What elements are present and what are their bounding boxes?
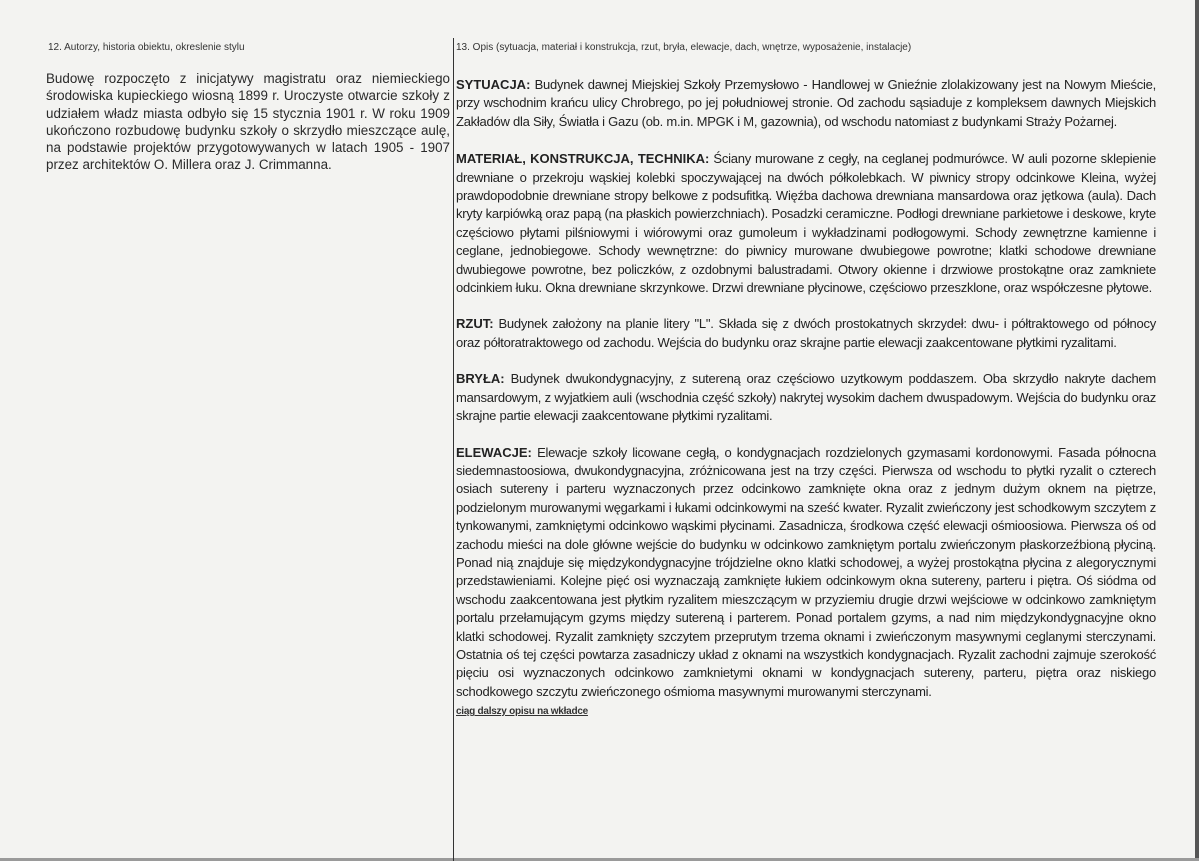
paragraph-text: Budynek dwukondygnacyjny, z sutereną oraz częściowo uzytkowym poddaszem. Oba skrzydło nakryte dachem mansardowym, z wyjatkiem auli (wschodnia część szkoły) nakrytej wysokim dachem dwuspadowym. Wejścia do budynku oraz skrajne partie elewacji zaakcentowane płytkimi ryzalitami. [456, 371, 1156, 424]
paragraph-label: SYTUACJA: [456, 77, 531, 92]
paragraph-text: Elewacje szkoły licowane cegłą, o kondygnacjach rozdzielonych gzymasami kordonowymi. Fasada północna siedemnastoosiowa, dwukondygnacyjna, zróżnicowana jest na trzy części. Pierwsza od wschodu to płytki ryzalit o czterech osiach sutereny i parteru wyznaczonych przez odcinkowo zamknięte okna oraz z jednym dużym oknem na piętrze, podzielonym murowanymi węgarkami i łukami odcinkowymi na sześć kwater. Ryzalit zwieńczony jest schodkowym szczytem z tynkowanymi, zamkniętymi odcinkowo wąskimi płycinami. Zasadnicza, środkowa część elewacji ośmioosiowa. Pierwsza oś od zachodu mieści na dole główne wejście do budynku w odcinkowo zamkniętym portalu zwieńczonym płaskorzeźbioną płyciną. Ponad nią znajduje się międzykondygnacyjne trójdzielne okno klatki schodowej, a wyżej prostokątna płycina z alegorycznymi przedstawieniami. Kolejne pięć osi wyznaczają zamknięte łukiem odcinkowym okna sutereny, parteru i piętra. Oś siódma od wschodu zaakcentowana jest płytkim ryzalitem mieszczącym w przyziemiu drugie drzwi wejściowe w odcinkowo zamkniętym portalu przełamującym gzyms między sutereną i parterem. Ponad portalem gzyms, a nad nim międzykondygnacyjne okno klatki schodowej. Ryzalit zamknięty szczytem przeprutym trzema oknami i zwieńczonym masywnymi ceglanymi sterczynami. Ostatnia oś tej części powtarza zasadniczy układ z oknami na wszystkich kondygnacjach. Ryzalit zachodni zajmuje szerokość pięciu osi wyznaczonych odcinkowo zamknietymi oknami w kondygnacjach sutereny, parteru, piętra oraz niskiego schodkowego szczytu zwieńczonego ośmioma masywnymi murowanymi sterczynami. [456, 444, 1156, 699]
paragraph-sytuacja [456, 76, 1156, 131]
paragraph-text: Budynek założony na planie litery "L". Składa się z dwóch prostokatnych skrzydeł: dwu- i półtraktowego od północy oraz półtoratraktowego od zachodu. Wejścia do budynku oraz skrajne partie elewacji zaakcentowane płytkimi ryzalitami. [456, 316, 1156, 350]
paragraph-label: ELEWACJE: [456, 444, 532, 460]
paragraph-label: MATERIAŁ, KONSTRUKCJA, TECHNIKA: [456, 151, 710, 167]
section-12-header: 12. Autorzy, historia obiektu, okreslenie stylu [48, 42, 245, 53]
paragraph-elewacje [456, 444, 1156, 702]
continuation-link[interactable]: ciąg dalszy opisu na wkładce [456, 706, 588, 718]
history-text: Budowę rozpoczęto z inicjatywy magistratu oraz niemieckiego środowiska kupieckiego wiosną 1899 r. Uroczyste otwarcie szkoły z udziałem władz miasta odbyło się 15 stycznia 1901 r. W roku 1909 ukończono rozbudowę budynku szkoły o skrzydło mieszczące aulę, na podstawie projektów przygotowywanych w latach 1905 - 1907 przez architektów O. Millera oraz J. Crimmanna. [46, 71, 450, 173]
description-column [456, 70, 1156, 722]
page-edge-right [1195, 0, 1199, 861]
column-divider [453, 38, 454, 861]
paragraph-label: BRYŁA: [456, 371, 505, 387]
paragraph-bryla [456, 370, 1156, 425]
paragraph-rzut [456, 315, 1156, 352]
paragraph-label: RZUT: [456, 316, 494, 332]
paragraph-material [456, 150, 1156, 297]
section-13-header: 13. Opis (sytuacja, materiał i konstrukcja, rzut, bryła, elewacje, dach, wnętrze, wyposażenie, instalacje) [456, 42, 912, 53]
paragraph-text: Ściany murowane z cegły, na ceglanej podmurówce. W auli pozorne sklepienie drewniane o przekroju wąskiej kolebki spoczywającej na dwóch półkolebkach. W piwnicy stropy odcinkowe Kleina, wyżej prawdopodobnie drewniane stropy belkowe z podsufitką. Więźba dachowa drewniana mansardowa oraz jętkowa (aula). Dach kryty karpiówką oraz papą (na płaskich powierzchniach). Posadzki ceramiczne. Podłogi drewniane parkietowe i deskowe, kryte częściowo płytami pilśniowymi i wiórowymi oraz gumoleum i wykładzinami podłogowymi. Schody zewnętrzne kamienne i ceglane, jednobiegowe. Schody wewnętrzne: do piwnicy murowane dwubiegowe powrotne; klatki schodowe drewniane dwubiegowe powrotne, bez policzków, z ozdobnymi balustradami. Otwory okienne i drzwiowe prostokątne oraz zamkniete odcinkiem łuku. Okna drewniane skrzynkowe. Drzwi drewniane płycinowe, częściowo przeszklone, oraz współczesne płytowe. [456, 151, 1156, 296]
paragraph-text: Budynek dawnej Miejskiej Szkoły Przemysłowo - Handlowej w Gnieźnie zlolakizowany jest na Nowym Mieście, przy wschodnim krańcu ulicy Chrobrego, po jej południowej stronie. Od zachodu sąsiaduje z kompleksem dawnych Miejskich Zakładów dla Siły, Światła i Gazu (ob. m.in. MPGK i M, gazownia), od wschodu natomiast z budynkami Straży Pożarnej. [456, 77, 1156, 129]
